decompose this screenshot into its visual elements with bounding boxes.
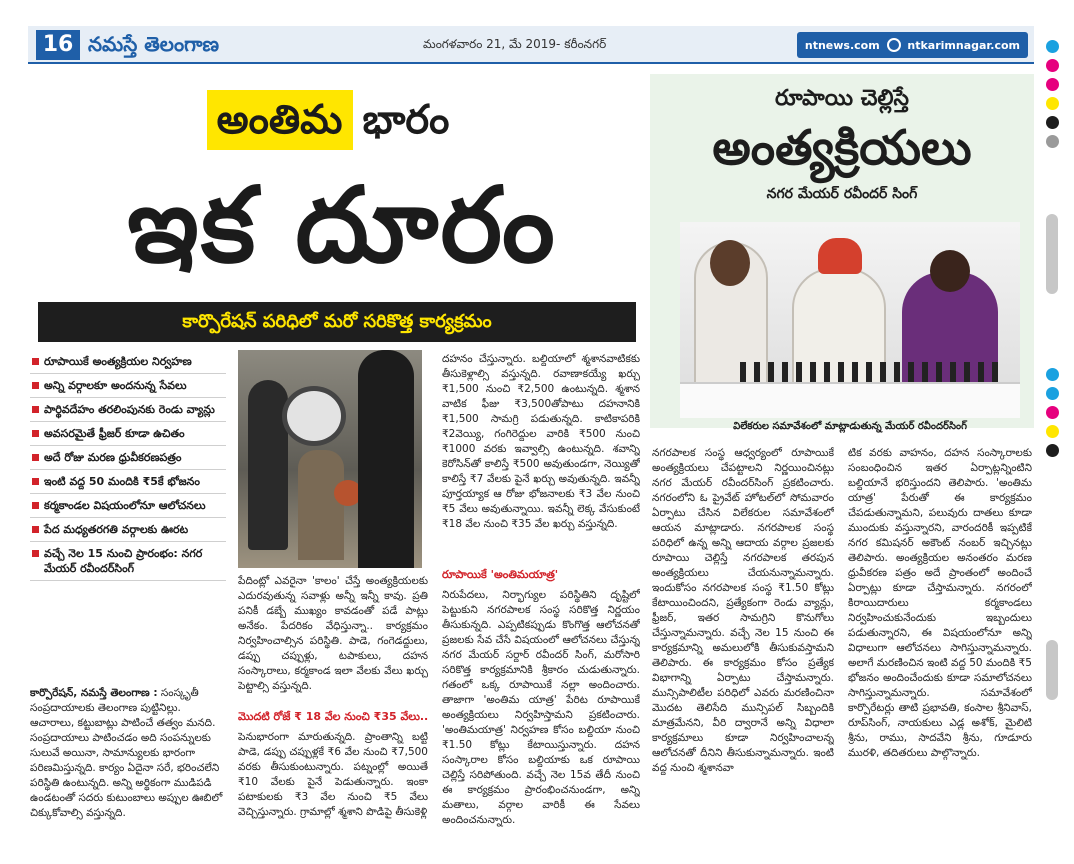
- column-2-para1: పేదింట్లో ఎవరైనా 'కాలం' చేస్తే అంత్యక్రియలకు ఎదురవుతున్న సవాళ్లు అన్నీ ఇన్నీ కావు. ప్రతి పనికీ డబ్బే ముఖ్యం కావడంతో పడే పాట్లు అనేకం. పేదరికం వేధిస్తున్నా.. కార్యక్రమం నిర్వహించాల్సిన పరిస్థితి. పాడె, గంగెడద్దులు, డప్పు చప్పుళ్లు, టపాకులు, దహన సంస్కారాలు, కర్మకాండ ఇలా వేలకు వేలు ఖర్చు పెట్టాల్సి వస్తున్నది.: [238, 575, 428, 692]
- registration-dot: [1046, 40, 1059, 53]
- column-3-para2: నిరుపేదలు, నిర్భాగ్యుల పరిస్థితిని దృష్టిలో పెట్టుకుని నగరపాలక సంస్థ సరికొత్త నిర్ణయం తీసుకున్నది. ఎప్పటికప్పుడు కొంగొత్త ఆలోచనతో ప్రజలకు సేవ చేసే విషయంలో ఆలోచనలు చేస్తున్న నగర మేయర్ సర్దార్ రవీందర్ సింగ్, మరోసారి సరికొత్త కార్యక్రమానికి శ్రీకారం చుడుతున్నారు. గతంలో ఒక్క రూపాయికే నల్లా అందించారు. తాజాగా 'అంతిమ యాత్ర' పేరిట రూపాయికే అంత్యక్రియలు నిర్వహిస్తామని ప్రకటించారు. 'అంతిమయాత్ర' నిర్వహణ కోసం బల్దియా నుంచి ₹1.50 కోట్లు కేటాయిస్తున్నారు. దహన సంస్కారాల కోసం బల్దియాకు ఒక రూపాయి చెల్లిస్తే సరిపోతుంది. వచ్చే నెల 15వ తేదీ నుంచి ఈ కార్యక్రమం ప్రారంభించనుండగా, అన్ని మతాలు, వర్గాల వారికీ ఈ సేవలు అందించనున్నారు.: [442, 589, 640, 826]
- highlight-item: ఇంటి వద్ద 50 మందికి ₹5కే భోజనం: [30, 470, 226, 494]
- photo-person-head: [930, 250, 970, 292]
- drum-shape: [282, 386, 346, 446]
- funeral-photo: [238, 350, 422, 568]
- story-dateline: కార్పొరేషన్, నమస్తే తెలంగాణ :: [30, 687, 158, 699]
- scrollbar-thumb-lower[interactable]: [1046, 640, 1058, 700]
- column-2-para2: పెనుభారంగా మారుతున్నది. ప్రాంతాన్ని బట్టి పాడె, డప్పు చప్పుళ్లకే ₹6 వేల నుంచి ₹7,500 వరకు తీసుకుంటున్నారు. పట్నంల్లో అయితే ₹10 వేలకు పైనే పెడుతున్నారు. ఇంకా పటాకులకు ₹3 వేల నుంచి ₹5 వేలు వెచ్చిస్తున్నారు. గ్రామాల్లో శ్మశాని పొడిపై తీసుకెళ్లి: [238, 731, 428, 818]
- turban-shape: [818, 238, 862, 274]
- paper-name: నమస్తే తెలంగాణ: [88, 32, 220, 56]
- kicker-rest: భారం: [362, 97, 450, 143]
- registration-dot: [1046, 59, 1059, 72]
- column-3-subhead: రూపాయికే 'అంతిమయాత్ర': [442, 568, 559, 581]
- photo-caption: విలేకరుల సమావేశంలో మాట్లాడుతున్న మేయర్ రవీందర్‌సింగ్: [733, 421, 967, 432]
- highlight-item: అవసరమైతే ఫ్రీజర్ కూడా ఉచితం: [30, 422, 226, 446]
- column-2-subhead: మొదటి రోజే ₹ 18 వేల నుంచి ₹35 వేలు..: [238, 710, 429, 723]
- column-3-para1: దహనం చేస్తున్నారు. బల్దియాలో శ్మశానవాటికకు తీసుకెళ్లాల్సి వస్తున్నది. రవాణాకయ్యే ఖర్చు ₹1,500 నుంచి ₹2,500 ఉంటున్నది. శ్మశాన వాటిక ఫీజు ₹3,500తోపాటు దహనానికి ₹1,500 సామగ్రి పడుతున్నది. కాటికాపరికి ₹2వెయ్యి, గంగిరెద్దుల వారికి ₹500 నుంచి ₹1000 వరకు ఇవ్వాల్సి ఉంటున్నది. శవాన్ని కెరోసిన్‌తో కాలిస్తే ₹500 అవుతుండగా, నెయ్యితో కాలిస్తే ₹7 వేలకు పైనే ఖర్చు అవుతున్నది. ఇవన్నీ పూర్తయ్యాక ఆ రోజు భోజనాలకు ₹3 వేల నుంచి ₹5 వేలు అవుతున్నాయి. ఇవన్నీ లెక్క వేసుకుంటే ₹18 వేల నుంచి ₹35 వేల ఖర్చు వస్తున్నది.: [442, 353, 640, 530]
- highlight-item: వచ్చే నెల 15 నుంచి ప్రారంభం: నగర మేయర్ రవీందర్‌సింగ్: [30, 542, 226, 581]
- registration-dot: [1046, 387, 1059, 400]
- photo-figure: [298, 450, 344, 560]
- highlight-item: పేద మధ్యతరగతి వర్గాలకు ఊరట: [30, 518, 226, 542]
- kicker-highlight: అంతిమ: [207, 90, 353, 150]
- right-story-headline: అంత్యక్రియలు: [712, 120, 972, 176]
- right-story-col1: నగరపాలక సంస్థ ఆధ్వర్యంలో రూపాయికే అంత్యక్రియలు చేపట్టాలని నిర్ణయించినట్లు నగర మేయర్ రవీందర్‌సింగ్ ప్రకటించారు. నగరంలోని ఓ ప్రైవేట్ హోటల్‌లో సోమవారం ఏర్పాటు చేసిన విలేకరుల సమావేశంలో ఆయన మాట్లాడారు. నగరపాలక సంస్థ పరిధిలో ఉన్న అన్ని ఆదాయ వర్గాల ప్రజలకు రూపాయి చెల్లిస్తే నగరపాలక తరపున అంత్యక్రియలు చేయనున్నామన్నారు. ఇందుకోసం నగరపాలక సంస్థ ₹1.50 కోట్లు కేటాయించిందని, ప్రత్యేకంగా రెండు వ్యాన్లు, ఫ్రీజర్, ఇతర సామగ్రిని కొనుగోలు చేస్తున్నామన్నారు. వచ్చే నెల 15 నుంచి ఈ కార్యక్రమాన్ని అమలులోకి తీసుకువస్తామని తెలిపారు. ఈ కార్యక్రమం కోసం ప్రత్యేక విభాగాన్ని ఏర్పాటు చేస్తామన్నారు. మున్సిపాలిటీల పరిధిలో ఎవరు మరణించినా మొదట తెలిసేది మున్సిపల్ సిబ్బందికి మాత్రమేనని, వీరి ద్వారానే అన్ని విధాలా కార్యక్రమాలు కూడా నిర్వహించాలన్న ఆలోచనతో దీనిని తీసుకున్నామన్నారు. ఇంటి వద్ద నుంచి శ్మశానవా: [652, 447, 834, 774]
- site-link-ntkarimnagar[interactable]: ntkarimnagar.com: [907, 39, 1020, 52]
- photo-figure: [248, 380, 288, 550]
- registration-dot: [1046, 368, 1059, 381]
- banner-text: కార్పొరేషన్ పరిధిలో మరో సరికొత్త కార్యక్రమం: [182, 311, 492, 332]
- registration-marks-bottom: [1046, 368, 1060, 463]
- story-lead: [30, 686, 226, 821]
- registration-dot: [1046, 444, 1059, 457]
- photo-person-head: [710, 240, 750, 286]
- registration-dot: [1046, 406, 1059, 419]
- press-meet-photo: [680, 222, 1020, 418]
- right-story-kicker: రూపాయి చెల్లిస్తే: [775, 86, 909, 111]
- table-shape: [680, 382, 1020, 418]
- registration-dot: [1046, 425, 1059, 438]
- site-links: [797, 32, 1028, 58]
- headline-banner: [38, 302, 636, 342]
- story-lead-text: సంస్కృతీ సంప్రదాయాలకు తెలంగాణ పుట్టినిల్లు. ఆచారాలు, కట్టుబాట్లు పాటించే తత్వం మనది. సంప్రదాయాలు పాటించడం అది సంపన్నులకు సులువే అయినా, సామాన్యులకు భారంగా పరిణమిస్తున్నది. కార్యం ఏదైనా సరే, భరించలేని పరిస్థితి ఉంటున్నది. అన్ని అర్థికంగా ముడిపడి ఉండటంతో సదరు కుటుంబాలు అప్పుల ఊబిలో చిక్కుకోవాల్సి వస్తున్నది.: [30, 687, 223, 819]
- registration-dot: [1046, 135, 1059, 148]
- registration-dot: [1046, 116, 1059, 129]
- photo-figure: [358, 350, 414, 568]
- site-link-ntnews[interactable]: ntnews.com: [804, 39, 880, 52]
- registration-dot: [1046, 78, 1059, 91]
- registration-marks-top: [1046, 40, 1060, 154]
- highlight-item: కర్మకాండల విషయంలోనూ ఆలోచనలు: [30, 494, 226, 518]
- headline-kicker: [138, 90, 518, 154]
- right-story-byline: నగర మేయర్ రవీందర్ సింగ్: [766, 186, 918, 202]
- highlight-item: అన్ని వర్గాలకూ అందనున్న సేవలు: [30, 374, 226, 398]
- highlight-item: పార్థివదేహం తరలింపునకు రెండు వ్యాన్లు: [30, 398, 226, 422]
- dateline: మంగళవారం 21, మే 2019- కరీంనగర్: [423, 37, 607, 51]
- highlight-item: అదే రోజు మరణ ధ్రువీకరణపత్రం: [30, 446, 226, 470]
- globe-icon: [887, 38, 901, 52]
- main-headline: ఇక దూరం: [127, 164, 557, 286]
- registration-dot: [1046, 97, 1059, 110]
- highlights-list: [30, 350, 226, 581]
- page-number: 16: [36, 30, 80, 60]
- masthead: [28, 26, 1034, 64]
- highlight-item: రూపాయికే అంత్యక్రియల నిర్వహణ: [30, 350, 226, 374]
- microphones: [740, 362, 1000, 382]
- right-story-col2: టిక వరకు వాహనం, దహన సంస్కారాలకు సంబంధించిన ఇతర ఏర్పాట్లన్నింటిని బల్దియానే భరిస్తుందని తెలిపారు. 'అంతిమ యాత్ర' పేరుతో ఈ కార్యక్రమం చేపడుతున్నామని, పలువురు దాతలు కూడా ముందుకు వస్తున్నారని, వారందరికీ ఇప్పటికే నగర కమిషనర్ అకౌంట్ నంబర్ ఇచ్చినట్లు తెలిపారు. అంత్యక్రియల అనంతరం మరణ ధ్రువీకరణ పత్రం అదే ప్రాంతంలో అందించే ఏర్పాట్లు కూడా చేస్తామన్నారు. నగరంలో కిరాయిదారులు కర్మకాండలు నిర్వహించుకునేందుకు ఇబ్బందులు పడుతున్నారని, ఈ విషయంలోనూ అన్ని విధాలుగా ఆలోచనలు సాగిస్తున్నామన్నారు. అలాగే మరణించిన ఇంటి వద్ద 50 మందికి ₹5 భోజనం అందించేందుకు కూడా సమాలోచనలు సాగిస్తున్నామన్నారు. సమావేశంలో కార్పొరేటర్లు తాటి ప్రభావతి, కంసాల శ్రీనివాస్, రూప్‌సింగ్, నాయకులు ఎడ్ల అశోక్, మైలిటి శ్రీను, రాము, సాదవేని శ్రీను, గూడూరు మురళి, తదితరులు పాల్గొన్నారు.: [848, 447, 1032, 759]
- scrollbar-thumb[interactable]: [1046, 214, 1058, 294]
